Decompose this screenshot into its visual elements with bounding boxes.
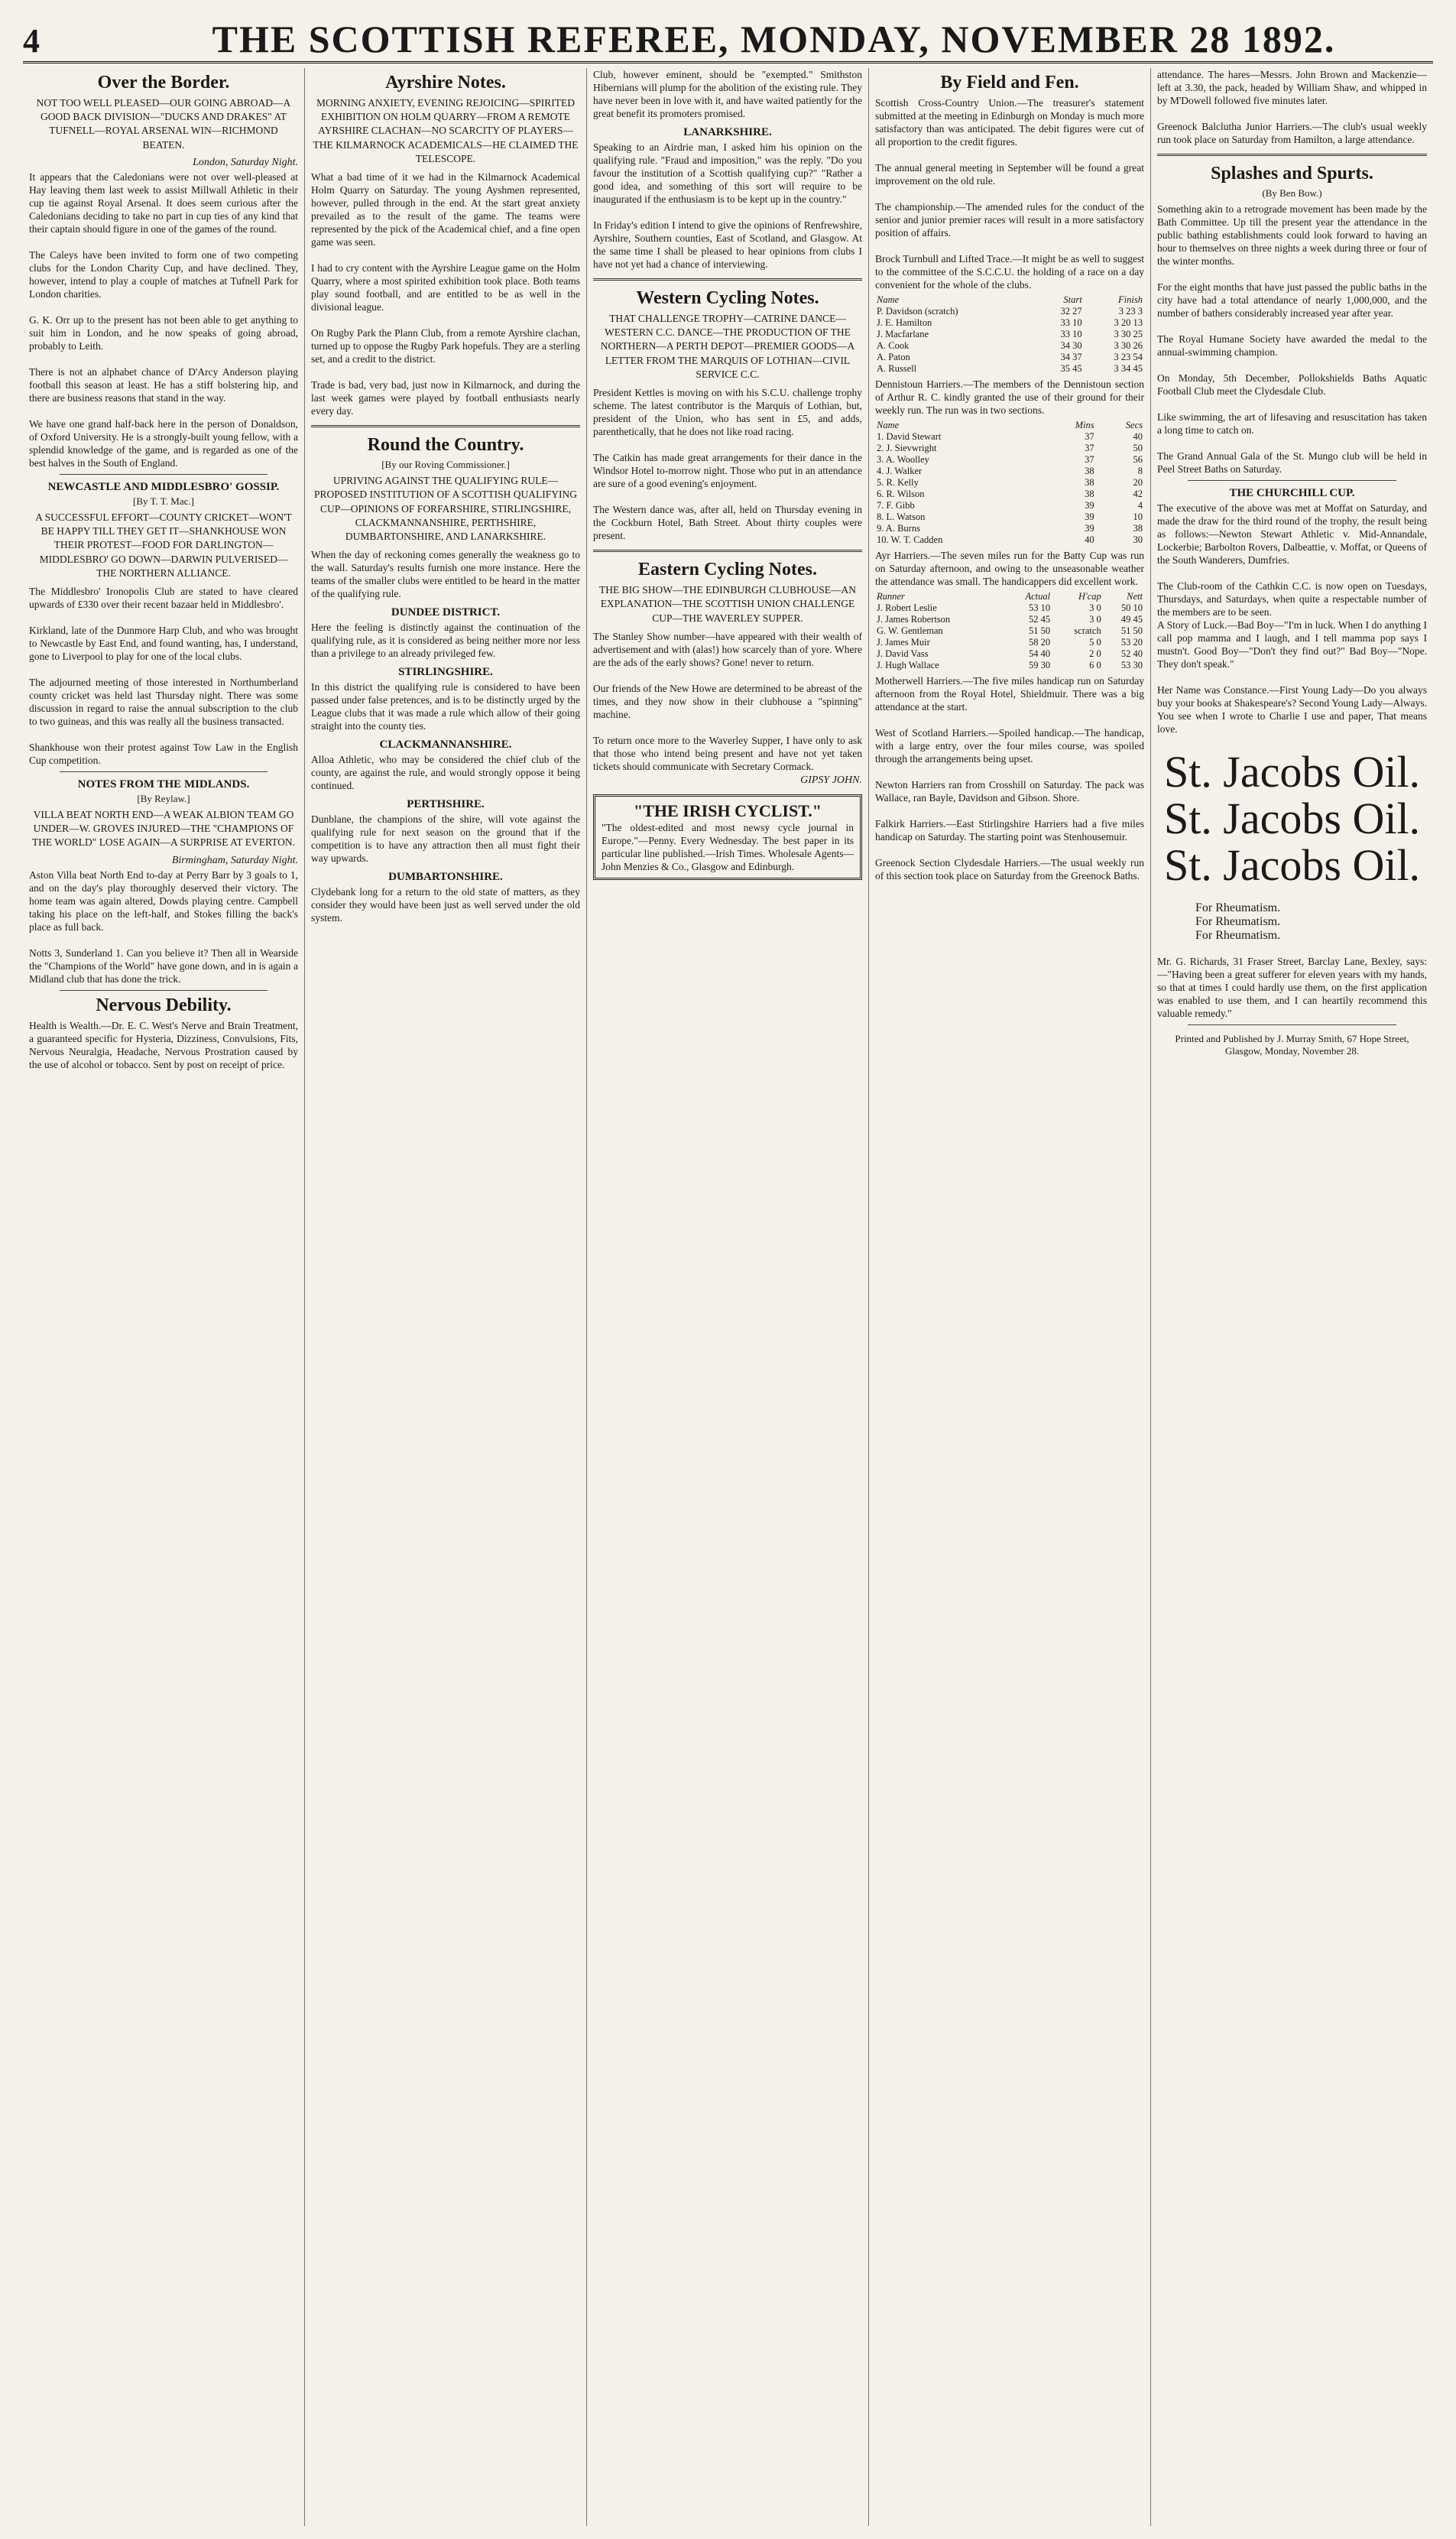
table-cell: 32 27 <box>1060 306 1082 317</box>
article-body: The Middlesbro' Ironopolis Club are stated to have cleared upwards of £330 over their recent bazaar held in Middlesbro'. Kirkland, late of the Dunmore Harp Club, and who was brought to Newcastle by East End, and found wanting, has, I understand, gone to Liverpool to play for one of the local clubs. The adjourned meeting of those interested in Northumberland county cricket was held last Thursday night. There was some discussion in regard to raise the annual subscription to the club to two guineas, and this was really all the business transacted. Shankhouse won their protest against Tow Law in the English Cup competition. <box>29 585 298 766</box>
table-cell: 3. A. Woolley <box>877 454 929 465</box>
advert-line: For Rheumatism. <box>1195 901 1281 914</box>
table-cell: scratch <box>1074 625 1101 636</box>
table-cell: 35 45 <box>1060 363 1082 374</box>
column-header: H'cap <box>1078 591 1101 602</box>
advert-title: "THE IRISH CYCLIST." <box>634 800 822 820</box>
table-row <box>875 625 1144 637</box>
table-cell: 6. R. Wilson <box>877 489 925 499</box>
column-header: Actual <box>1025 591 1051 602</box>
article-body: President Kettles is moving on with his S.C.U. challenge trophy scheme. The latest contributor is the Marquis of Lothian, but, president of the Union, who has sent in £5, and adds, parenthetically, that he does not like road racing. The Catkin has made great arrangements for their dance in the Windsor Hotel to-morrow night. Those who put in an attendance are sure of a good evening's enjoyment. The Western dance was, after all, held on Thursday evening in the Cockburn Hotel, Bath Street. About thirty couples were present. <box>593 387 862 542</box>
table-row <box>875 602 1144 614</box>
section-title-western-cycling: Western Cycling Notes. <box>636 288 819 308</box>
page-number: 4 <box>23 22 40 60</box>
table-cell: 3 34 45 <box>1114 363 1143 374</box>
table-cell: 2. J. Sievwright <box>877 443 937 453</box>
table-cell: 54 40 <box>1029 648 1051 659</box>
table-cell: 4. J. Walker <box>877 466 923 476</box>
advert-line: St. Jacobs Oil. <box>1163 839 1421 890</box>
table-cell: 3 0 <box>1089 614 1101 625</box>
table-cell: 30 <box>1133 534 1143 545</box>
subhead: PERTHSHIRE. <box>407 798 485 811</box>
table-cell: 52 45 <box>1029 614 1051 625</box>
section-title-over-the-border: Over the Border. <box>97 73 230 93</box>
table-cell: 10. W. T. Cadden <box>877 534 943 545</box>
column-header: Nett <box>1127 591 1143 602</box>
divider <box>60 771 268 772</box>
table-row <box>875 352 1144 363</box>
column-header: Name <box>877 294 900 305</box>
newspaper-title: THE SCOTTISH REFEREE, MONDAY, NOVEMBER 28 1892. <box>212 18 1336 60</box>
table-cell: 3 20 13 <box>1114 317 1143 328</box>
table-cell: 39 <box>1085 523 1094 534</box>
table-cell: 39 <box>1085 511 1094 522</box>
article-body: Club, however eminent, should be "exempted." Smithston Hibernians will plump for the abolition of the existing rule. They have never been in love with it, and have waited patiently for the great benefit its promoters promised. <box>593 69 865 119</box>
table-cell: 51 50 <box>1120 625 1143 636</box>
double-divider <box>593 278 862 281</box>
subhead: DUMBARTONSHIRE. <box>388 871 503 884</box>
advert-body: "The oldest-edited and most newsy cycle journal in Europe."—Penny. Every Wednesday. The best paper in its particular line published.—Irish Times. Wholesale Agents—John Menzies & Co., Glasgow and Edinburgh. <box>602 821 857 872</box>
table-cell: 3 0 <box>1089 602 1101 613</box>
subhead: THE CHURCHILL CUP. <box>1229 487 1355 499</box>
section-title-round-the-country: Round the Country. <box>367 435 524 456</box>
table-cell: 37 <box>1085 454 1094 465</box>
table-cell: 10 <box>1133 511 1143 522</box>
table-cell: 49 45 <box>1120 614 1143 625</box>
article-title: NOTES FROM THE MIDLANDS. <box>77 778 250 791</box>
article-body: What a bad time of it we had in the Kilmarnock Academical Holm Quarry on Saturday. The young Ayshmen represented, however, pulled through in the end. At the start great anxiety prevailed as to the result of the game. The teams were represented by the pick of the Academical chief, and a fine open game was seen. I had to cry content with the Ayrshire League game on the Holm Quarry, where a most spirited exhibition took place. Both teams play sound football, and are entitled to be as well in the divisional league. On Rugby Park the Plann Club, from a remote Ayrshire clachan, turned up to oppose the Rugby Park hopefuls. They are a sterling set, and a credit to the district. Trade is bad, very bad, just now in Kilmarnock, and during the last week games were played by football enthusiasts nearly every day. <box>311 171 580 417</box>
table-cell: 3 23 54 <box>1114 352 1143 362</box>
table-cell: 5 0 <box>1089 637 1101 648</box>
byline: [By our Roving Commissioner.] <box>381 459 510 471</box>
column-header: Mins <box>1075 420 1094 430</box>
table-cell: 42 <box>1133 489 1143 499</box>
table-cell: 38 <box>1085 466 1094 476</box>
article-body: It appears that the Caledonians were not over well-pleased at Hay leaving them last week to assist Millwall Athletic in their cup tie against Royal Arsenal. It does seem curious after the Caledonians deciding to take no part in cup ties of any kind that their captain should figure in one of the games of the round. The Caleys have been invited to form one of two competing clubs for the London Charity Cup, and have declined. They, however, intend to play a couple of matches at Tufnell Park for London charities. G. K. Orr up to the present has not been able to get anything to suit him in London, and he now speaks of going abroad, probably to Leith. There is not an alphabet chance of D'Arcy Anderson playing football this season at least. He has a stiff bolstering hip, and there are business reasons that stand in the way. We have one grand half-back here in the person of Donaldson, of Oxford University. He is a strongly-built young fellow, with a splendid knowledge of the game, and is regarded as one of the best halves in the South of England. <box>29 170 298 469</box>
article-body: A Story of Luck.—Bad Boy—"I'm in luck. When I do anything I call pop mamma and I laugh, and I tell mamma pop says I mustn't. Good Boy—"Don't they find out?" Bad Boy—"Nope. They don't speak." Her Name was Constance.—First Young Lady—Do you always buy your books at Shakespeare's? Second Young Lady—Always. You see when I wrote to Charlie I use and paper, That means love. <box>1157 619 1427 735</box>
table-cell: 40 <box>1133 431 1143 442</box>
advert-body: Health is Wealth.—Dr. E. C. West's Nerve and Brain Treatment, a guaranteed specific for Hysteria, Dizziness, Convulsions, Fits, Nervous Neuralgia, Headache, Nervous Prostration caused by the use of alcohol or tobacco. Sent by post on receipt of price. <box>29 1019 301 1070</box>
table-cell: G. W. Gentleman <box>877 625 943 636</box>
table-cell: 7. F. Gibb <box>877 500 915 511</box>
column-header: Name <box>877 420 900 430</box>
section-title-field-and-fen: By Field and Fen. <box>940 73 1079 93</box>
table-cell: 53 10 <box>1029 602 1051 613</box>
table-cell: 40 <box>1085 534 1094 545</box>
article-body: Speaking to an Airdrie man, I asked him his opinion on the qualifying rule. "Fraud and imposition," was the reply. "Do you favour the institution of a Scottish qualifying cup?" "Rather a good idea, and something of this sort will require to be inaugurated if the enthusiasm is to be kept up in the country." In Friday's edition I intend to give the opinions of Renfrewshire, Ayrshire, Southern counties, East of Scotland, and Glasgow. At the same time I shall be pleased to hear opinions from clubs I have not yet had a chance of interviewing. <box>593 141 862 270</box>
results-table-2 <box>875 420 1144 546</box>
dateline: London, Saturday Night. <box>193 156 298 168</box>
table-cell: 33 10 <box>1060 329 1082 339</box>
divider <box>1188 480 1396 481</box>
section-title-splashes-and-spurts: Splashes and Spurts. <box>1211 164 1373 183</box>
table-cell: A. Cook <box>877 340 910 351</box>
advert-line: St. Jacobs Oil. <box>1163 793 1421 843</box>
table-cell: 51 50 <box>1029 625 1051 636</box>
table-row <box>875 489 1144 500</box>
table-row <box>875 306 1144 317</box>
table-cell: 1. David Stewart <box>877 431 942 442</box>
article-body: Alloa Athletic, who may be considered the chief club of the county, are against the rule, and would strongly oppose it being continued. <box>311 754 583 792</box>
table-cell: J. Macfarlane <box>877 329 929 339</box>
subhead: STIRLINGSHIRE. <box>398 666 493 679</box>
column-1 <box>23 68 305 2526</box>
subhead: CLACKMANNANSHIRE. <box>379 739 512 752</box>
section-title-ayrshire-notes: Ayrshire Notes. <box>385 73 506 93</box>
table-row <box>875 534 1144 546</box>
double-divider <box>593 550 862 552</box>
table-cell: P. Davidson (scratch) <box>877 306 958 317</box>
table-cell: 38 <box>1085 489 1094 499</box>
table-cell: J. David Vass <box>877 648 929 659</box>
section-title-eastern-cycling: Eastern Cycling Notes. <box>638 560 817 580</box>
column-3 <box>587 68 869 2526</box>
table-row <box>875 511 1144 523</box>
table-cell: J. Robert Leslie <box>877 602 937 613</box>
article-body: In this district the qualifying rule is considered to have been passed under false pretences, and is to be distinctly urged by the League clubs that it was made a rule which allow of their going straight into the county ties. <box>311 681 583 732</box>
irish-cyclist-advert <box>593 794 862 880</box>
article-body: The executive of the above was met at Moffat on Saturday, and made the draw for the third round of the trophy, the result being as follows:—Newton Stewart Athletic v. Mid-Annandale, Lockerbie; Barbolton Rovers, Dalbeattie, v. Moffat, or Queens of the South Wanderers, Dumfries. The Club-room of the Cathkin C.C. is now open on Tuesdays, Thursdays, and Saturdays, when quite a respectable number of the members are to be seen. <box>1157 502 1427 618</box>
byline: (By Ben Bow.) <box>1262 187 1322 199</box>
table-cell: 34 30 <box>1060 340 1082 351</box>
table-cell: 9. A. Burns <box>877 523 920 534</box>
table-cell: 39 <box>1085 500 1094 511</box>
article-body: Dennistoun Harriers.—The members of the Dennistoun section of Arthur R. C. kindly granted the use of their ground for their weekly run. The run was in two sections. <box>875 378 1147 416</box>
byline: [By Reylaw.] <box>137 792 190 804</box>
table-row <box>875 648 1144 660</box>
table-cell: 38 <box>1085 477 1094 488</box>
table-row <box>875 466 1144 477</box>
table-row <box>875 614 1144 625</box>
table-cell: 53 20 <box>1120 637 1143 648</box>
article-body: Aston Villa beat North End to-day at Perry Barr by 3 goals to 1, and on the day's play thoroughly deserved their victory. The home team was again altered, Dowds playing centre. Campbell taking his place on the left-half, and Stokes filling the back's place as full back. Notts 3, Sunderland 1. Can you believe it? Then all in Wearside the "Champions of the World" have gone down, and in is again a Midland club that has done the trick. <box>29 869 298 985</box>
table-row <box>875 477 1144 489</box>
table-cell: 2 0 <box>1089 648 1101 659</box>
table-cell: 38 <box>1133 523 1143 534</box>
table-cell: 52 40 <box>1120 648 1143 659</box>
column-4 <box>869 68 1151 2526</box>
article-title: NEWCASTLE AND MIDDLESBRO' GOSSIP. <box>47 480 280 493</box>
divider <box>60 474 268 475</box>
article-body: attendance. The hares—Messrs. John Brown and Mackenzie—left at 3.30, the pack, headed by William Shaw, and whipped in by M'Dowell followed five minutes later. Greenock Balclutha Junior Harriers.—The club's usual weekly run took place on Saturday from Hamilton, a large attendance. <box>1157 69 1427 145</box>
double-divider <box>311 425 580 427</box>
table-row <box>875 523 1144 534</box>
signoff: GIPSY JOHN. <box>800 774 862 786</box>
table-row <box>875 340 1144 352</box>
table-cell: 50 <box>1133 443 1143 453</box>
table-row <box>875 329 1144 340</box>
double-divider <box>1157 154 1427 156</box>
section-deck: MORNING ANXIETY, EVENING REJOICING—SPIRITED EXHIBITION ON HOLM QUARRY—FROM A REMOTE AYRSHIRE CLACHAN—NO SCARCITY OF PLAYERS—THE KILMARNOCK ACADEMICALS—HE CLAIMED THE TELESCOPE. <box>313 97 579 164</box>
testimonial-body: Mr. G. Richards, 31 Fraser Street, Barclay Lane, Bexley, says:—"Having been a great sufferer for eleven years with my hands, so that at times I could hardly use them, on the first application was enabled to use them, and I can heartily recommend this valuable remedy." <box>1157 955 1430 1019</box>
table-row <box>875 500 1144 511</box>
advert-title: Nervous Debility. <box>96 995 232 1015</box>
table-row <box>875 637 1144 648</box>
table-cell: 58 20 <box>1029 637 1051 648</box>
table-row <box>875 660 1144 671</box>
table-cell: 5. R. Kelly <box>877 477 919 488</box>
table-cell: 37 <box>1085 443 1094 453</box>
table-cell: A. Russell <box>877 363 917 374</box>
table-row <box>875 317 1144 329</box>
article-body: Dunblane, the champions of the shire, will vote against the qualifying rule for next season on the ground that if the competition is to have any attraction then all must fight their way upwards. <box>311 813 583 865</box>
table-cell: 4 <box>1137 500 1143 511</box>
table-cell: 8 <box>1137 466 1143 476</box>
table-cell: 33 10 <box>1060 317 1082 328</box>
table-cell: A. Paton <box>877 352 910 362</box>
advert-line: For Rheumatism. <box>1195 928 1281 942</box>
table-cell: 3 23 3 <box>1118 306 1143 317</box>
section-deck: THAT CHALLENGE TROPHY—CATRINE DANCE—WESTERN C.C. DANCE—THE PRODUCTION OF THE NORTHERN—A PERTH DEPOT—PREMIER GOODS—A LETTER FROM THE MARQUIS OF LOTHIAN—CIVIL SERVICE C.C. <box>600 313 855 380</box>
subhead: LANARKSHIRE. <box>683 126 772 138</box>
table-cell: 20 <box>1133 477 1143 488</box>
column-header: Finish <box>1118 294 1143 305</box>
divider <box>60 990 268 991</box>
column-header: Start <box>1063 294 1082 305</box>
st-jacobs-oil-advert <box>1157 749 1427 889</box>
section-deck: NOT TOO WELL PLEASED—OUR GOING ABROAD—A GOOD BACK DIVISION—"DUCKS AND DRAKES" AT TUFNELL—ROYAL ARSENAL WIN—RICHMOND BEATEN. <box>36 97 291 151</box>
printer-imprint: Printed and Published by J. Murray Smith, 67 Hope Street, Glasgow, Monday, November 28. <box>1175 1032 1409 1057</box>
table-cell: 56 <box>1133 454 1143 465</box>
article-body: Something akin to a retrograde movement has been made by the Bath Committee. Up till the present year the attendance in the public bathing establishments could look forward to having an hour to themselves on three nights a week during three or four of the winter months. For the eight months that have just passed the public baths in the city have had a total attendance of nearly 1,000,000, and the number of bathers considerably increased year after year. The Royal Humane Society have awarded the medal to the annual-swimming champion. On Monday, 5th December, Pollokshields Baths Aquatic Football Club meet the Clydesdale Club. Like swimming, the art of lifesaving and resuscitation has taken a long time to catch on. The Grand Annual Gala of the St. Mungo club will be held in Peel Street Baths on Saturday. <box>1157 203 1427 475</box>
table-row <box>875 431 1144 443</box>
columns <box>23 68 1433 2526</box>
article-body: Clydebank long for a return to the old state of matters, as they consider they would have been just as well served under the old system. <box>311 886 583 924</box>
article-body: Ayr Harriers.—The seven miles run for the Batty Cup was run on Saturday afternoon, and owing to the unseasonable weather the attendance was small. The handicappers did excellent work. <box>875 550 1147 587</box>
article-body: Motherwell Harriers.—The five miles handicap run on Saturday afternoon from the Royal Hotel, Shieldmuir. There was a big attendance at the start. West of Scotland Harriers.—Spoiled handicap.—The handicap, with a large entry, over the four miles course, was spoiled through the arrangements being upset. Newton Harriers ran from Crosshill on Saturday. The pack was Wallace, ran Bayle, Davidson and Gibson. Shore. Falkirk Harriers.—East Stirlingshire Harriers had a five miles handicap on Saturday. The starting point was Stenhousemuir. Greenock Section Clydesdale Harriers.—The usual weekly run of this section took place on Saturday from the Greenock Baths. <box>875 675 1144 882</box>
table-cell: 59 30 <box>1029 660 1051 670</box>
article-deck: VILLA BEAT NORTH END—A WEAK ALBION TEAM GO UNDER—W. GROVES INJURED—THE "CHAMPIONS OF THE WORLD" LOSE AGAIN—A SURPRISE AT EVERTON. <box>31 808 296 849</box>
divider <box>1188 1024 1396 1025</box>
dateline: Birmingham, Saturday Night. <box>171 854 298 866</box>
table-cell: J. James Robertson <box>877 614 951 625</box>
results-table-1 <box>875 294 1144 375</box>
table-row <box>875 454 1144 466</box>
subhead: DUNDEE DISTRICT. <box>391 606 501 619</box>
advert-line: For Rheumatism. <box>1195 914 1281 928</box>
table-row <box>875 443 1144 454</box>
column-header: Secs <box>1125 420 1143 430</box>
results-table-3 <box>875 591 1144 671</box>
table-cell: 6 0 <box>1089 660 1101 670</box>
article-body: The Stanley Show number—have appeared with their wealth of advertisement and with (alas!) how scarcely than of yore. Where are the ads of the early shows? Gone! never to return. Our friends of the New Howe are determined to be abreast of the times, and they now show in their clubhouse a "spinning" machine. To return once more to the Waverley Supper, I have only to ask that those who intend being present and have not yet taken tickets should communicate with Secretary Cormack. <box>593 630 862 772</box>
section-deck: THE BIG SHOW—THE EDINBURGH CLUBHOUSE—AN EXPLANATION—THE SCOTTISH UNION CHALLENGE CUP—THE WAVERLEY SUPPER. <box>599 584 856 624</box>
table-cell: 50 10 <box>1120 602 1143 613</box>
article-body: Here the feeling is distinctly against the continuation of the qualifying rule, as it is considered as being neither more nor less than a privilege to an already privileged few. <box>311 622 583 660</box>
table-cell: 3 30 26 <box>1114 340 1143 351</box>
column-header: Runner <box>877 591 905 602</box>
table-cell: J. James Muir <box>877 637 930 648</box>
rheumatism-advert <box>1157 901 1427 943</box>
advert-line: St. Jacobs Oil. <box>1163 747 1421 797</box>
table-row <box>875 363 1144 375</box>
table-cell: 37 <box>1085 431 1094 442</box>
column-5 <box>1151 68 1433 2526</box>
byline: [By T. T. Mac.] <box>133 495 194 507</box>
section-deck: UPRIVING AGAINST THE QUALIFYING RULE—PROPOSED INSTITUTION OF A SCOTTISH QUALIFYING CUP—OPINIONS OF FORFARSHIRE, STIRLINGSHIRE, CLACKMANNANSHIRE, PERTHSHIRE, DUMBARTONSHIRE, AND LANARKSHIRE. <box>314 475 577 542</box>
article-deck: A SUCCESSFUL EFFORT—COUNTY CRICKET—WON'T BE HAPPY TILL THEY GET IT—SHANKHOUSE WON THEIR PROTEST—FOOD FOR DARLINGTON—MIDDLESBRO' GO DOWN—DARWIN PULVERISED—THE NORTHERN ALLIANCE. <box>35 511 292 579</box>
table-cell: J. E. Hamilton <box>877 317 932 328</box>
table-cell: J. Hugh Wallace <box>877 660 939 670</box>
table-cell: 34 37 <box>1060 352 1082 362</box>
column-2 <box>305 68 587 2526</box>
table-cell: 8. L. Watson <box>877 511 926 522</box>
article-body: Scottish Cross-Country Union.—The treasurer's statement submitted at the meeting in Edinburgh on Monday is much more satisfactory than was anticipated. The debit figures were cut of all proportion to the credit figures. The annual general meeting in September will be found a great improvement on the old rule. The championship.—The amended rules for the conduct of the senior and junior premier races will result in a more satisfactory position of affairs. Brock Turnbull and Lifted Trace.—It might be as well to suggest to the committee of the S.C.C.U. the holding of a race on a day convenient for the whole of the clubs. <box>875 97 1144 291</box>
table-cell: 3 30 25 <box>1114 329 1143 339</box>
article-body: When the day of reckoning comes generally the weakness go to the wall. Saturday's results furnish one more instance. Here the teams of the smaller clubs were entitled to be heard in the matter of the qualifying rule. <box>311 549 583 600</box>
table-cell: 53 30 <box>1120 660 1143 670</box>
masthead <box>23 17 1433 63</box>
